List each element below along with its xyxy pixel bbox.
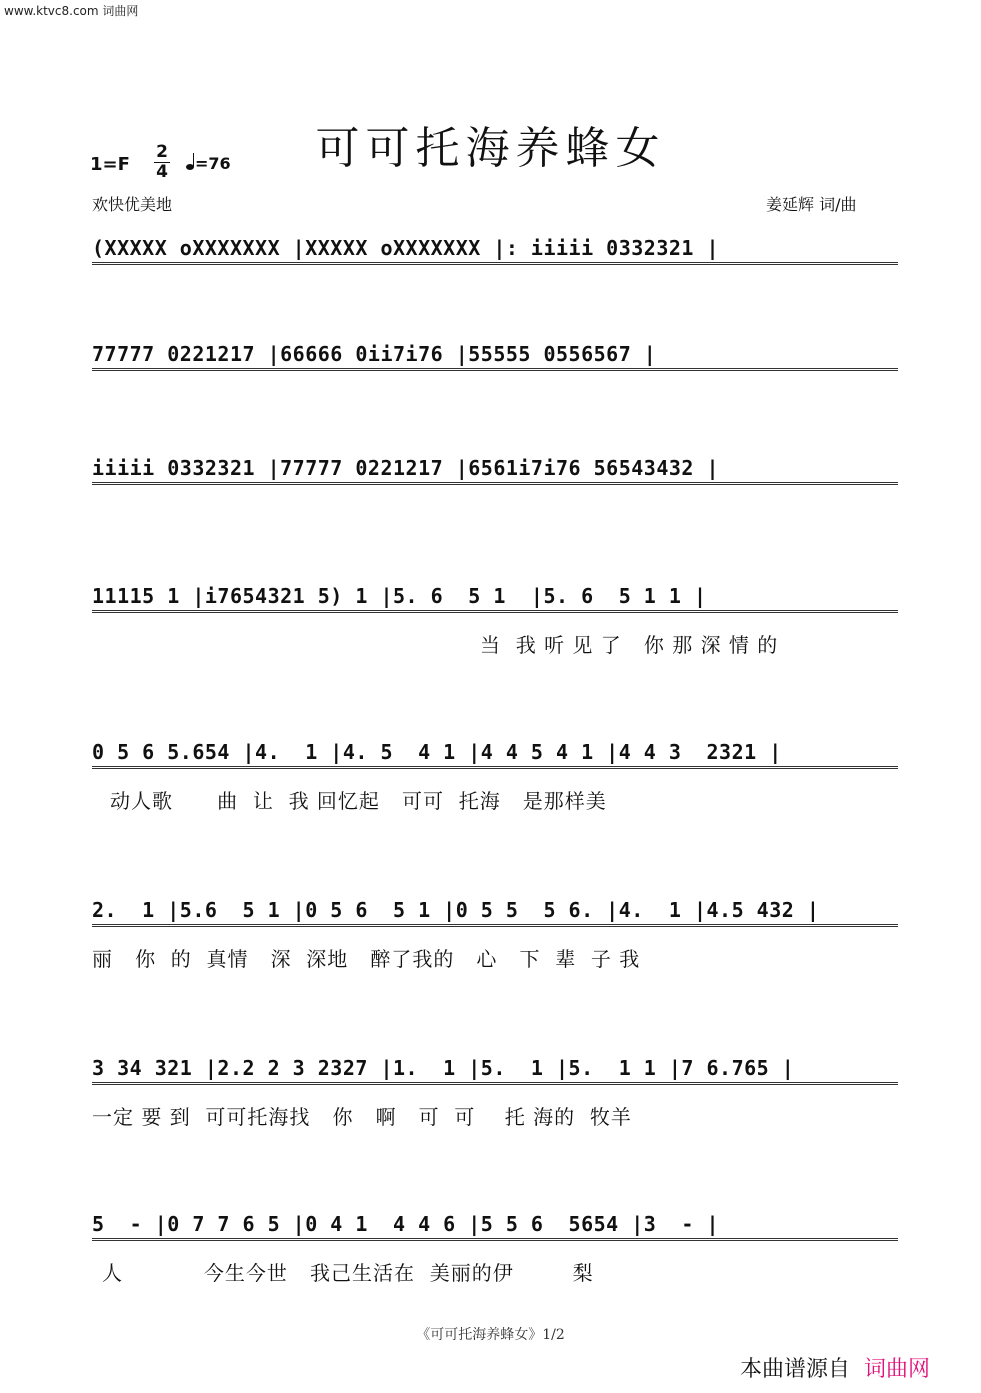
author-credit: 姜延辉 词/曲 <box>766 195 857 214</box>
lyrics-line: 人 今生今世 我己生活在 美丽的伊 梨 <box>102 1261 594 1285</box>
style-marking: 欢快优美地 <box>92 195 173 214</box>
notation-line: 3 34 321 |2.2 2 3 2327 |1. 1 |5. 1 |5. 1 1 |7 6.765 | <box>92 1056 898 1085</box>
site-url[interactable]: www.ktvc8.com 词曲网 <box>4 4 139 18</box>
quarter-note-icon <box>186 164 194 170</box>
score-row-5 <box>92 740 898 814</box>
lyrics-line: 动人歌 曲 让 我 回忆起 可可 托海 是那样美 <box>110 789 607 813</box>
notation-line: 11115 1 |i7654321 5) 1 |5. 6 5 1 |5. 6 5 1 1 | <box>92 584 898 613</box>
score-row-3 <box>92 456 898 485</box>
score-row-7 <box>92 1056 898 1130</box>
notation-line: 0 5 6 5.654 |4. 1 |4. 5 4 1 |4 4 5 4 1 |4 4 3 2321 | <box>92 740 898 769</box>
score-row-8 <box>92 1212 898 1286</box>
notation-line: (XXXXX oXXXXXXX |XXXXX oXXXXXXX |: iiiii 0332321 | <box>92 236 898 265</box>
tempo-value: =76 <box>195 154 231 173</box>
score-row-6 <box>92 898 898 972</box>
notation-line: 77777 0221217 |66666 0ii7i76 |55555 0556567 | <box>92 342 898 371</box>
lyrics-line: 丽 你 的 真情 深 深地 醉了我的 心 下 辈 子 我 <box>92 947 641 971</box>
meter-bottom: 4 <box>156 162 168 182</box>
time-signature <box>154 143 170 182</box>
score-row-4 <box>92 584 898 658</box>
tempo-marking <box>186 154 231 173</box>
lyrics-line: 当 我 听 见 了 你 那 深 情 的 <box>480 633 779 657</box>
notation-line: iiiii 0332321 |77777 0221217 |6561i7i76 56543432 | <box>92 456 898 485</box>
score-row-1 <box>92 236 898 265</box>
source-credit <box>740 1352 930 1383</box>
notation-line: 5 - |0 7 7 6 5 |0 4 1 4 4 6 |5 5 6 5654 |3 - | <box>92 1212 898 1241</box>
notation-line: 2. 1 |5.6 5 1 |0 5 6 5 1 |0 5 5 5 6. |4. 1 |4.5 432 | <box>92 898 898 927</box>
page-title: 可可托海养蜂女 <box>315 123 666 174</box>
lyrics-line: 一定 要 到 可可托海找 你 啊 可 可 托 海的 牧羊 <box>92 1105 632 1129</box>
key-signature: 1=F <box>90 154 130 175</box>
source-text: 本曲谱源自 <box>740 1357 851 1382</box>
score-row-2 <box>92 342 898 371</box>
brand-link[interactable]: 词曲网 <box>864 1357 931 1382</box>
page-footer: 《可可托海养蜂女》1/2 <box>416 1327 565 1343</box>
meter-top: 2 <box>154 143 170 163</box>
